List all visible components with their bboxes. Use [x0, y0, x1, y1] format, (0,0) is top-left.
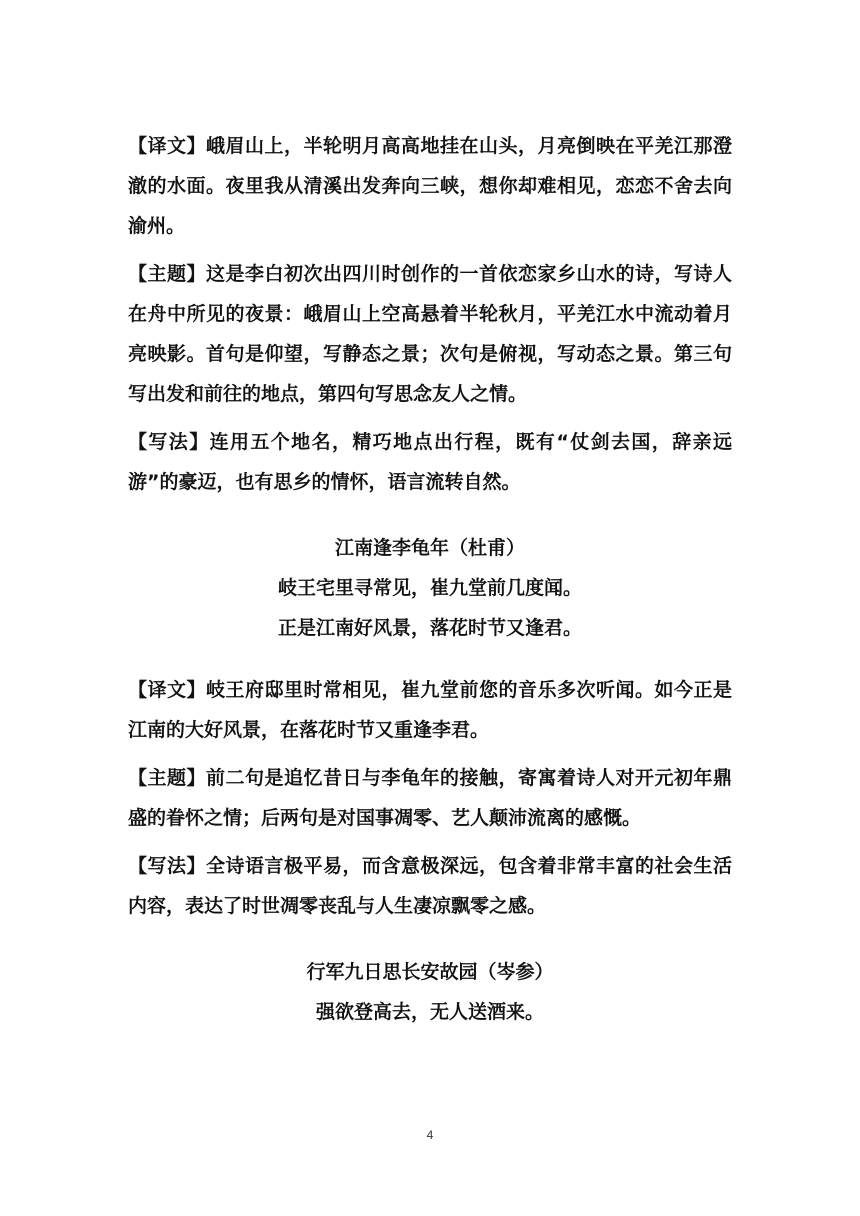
- translation-paragraph: 【译文】岐王府邸里时常相见，崔九堂前您的音乐多次听闻。如今正是江南的大好风景，在落花时节又重逢李君。: [128, 679, 732, 741]
- technique-paragraph: 【写法】全诗语言极平易，而含意极深远，包含着非常丰富的社会生活内容，表达了时世凋零丧乱与人生凄凉飘零之感。: [128, 855, 732, 917]
- page-content: [128, 126, 732, 1032]
- theme-paragraph: 【主题】前二句是追忆昔日与李龟年的接触，寄寓着诗人对开元初年鼎盛的眷怀之情；后两句是对国事凋零、艺人颠沛流离的感慨。: [128, 767, 732, 829]
- technique-paragraph: 【写法】连用五个地名，精巧地点出行程，既有“仗剑去国，辞亲远游”的豪迈，也有思乡的情怀，语言流转自然。: [128, 431, 732, 493]
- poem-line: 强欲登高去，无人送酒来。: [315, 1001, 544, 1023]
- spacer: [128, 648, 732, 670]
- theme-paragraph: 【主题】这是李白初次出四川时创作的一首依恋家乡山水的诗，写诗人在舟中所见的夜景：峨眉山上空高悬着半轮秋月，平羌江水中流动着月亮映影。首句是仰望，写静态之景；次句是俯视，写动态之景。第三句写出发和前往的地点，第四句写思念友人之情。: [128, 263, 732, 405]
- poem-title: 江南逢李龟年（杜甫）: [334, 537, 525, 559]
- page-number: 4: [426, 1128, 434, 1142]
- poem-line: 岐王宅里寻常见，崔九堂前几度闻。: [277, 577, 582, 599]
- translation-paragraph: 【译文】峨眉山上，半轮明月高高地挂在山头，月亮倒映在平羌江那澄澈的水面。夜里我从清溪出发奔向三峡，想你却难相见，恋恋不舍去向渝州。: [128, 135, 732, 237]
- poem-line: 正是江南好风景，落花时节又逢君。: [277, 617, 582, 639]
- poem-title: 行军九日思长安故园（岑参）: [306, 961, 554, 983]
